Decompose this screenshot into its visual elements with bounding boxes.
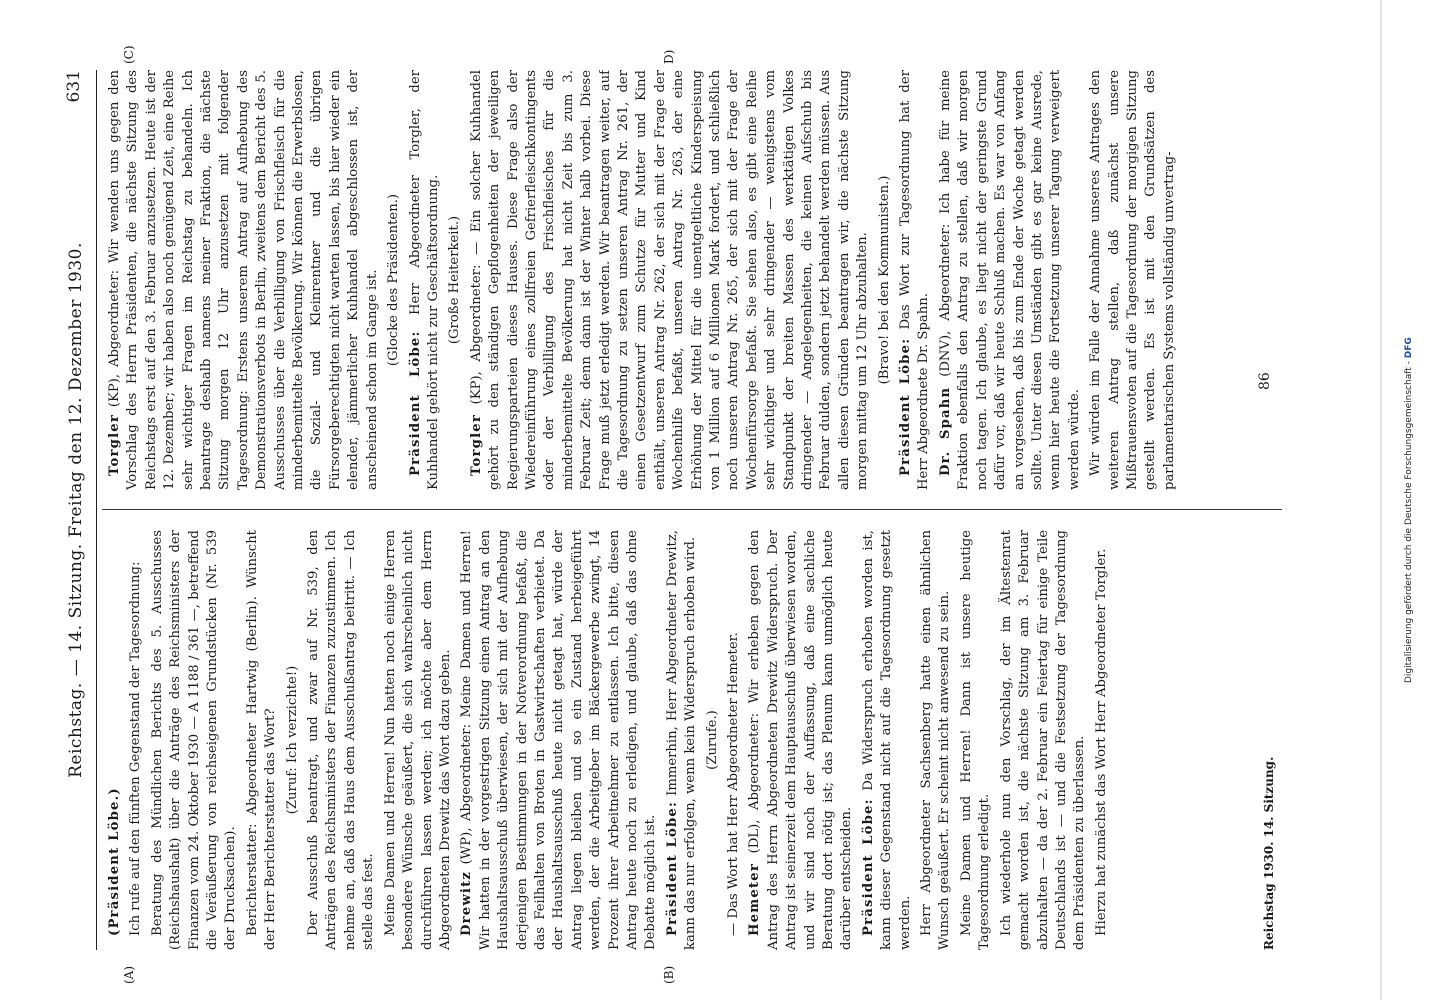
paragraph (385, 70, 403, 490)
speaker-name: Torgler (468, 413, 484, 476)
paragraph (897, 70, 934, 490)
footer-left: Reichstag 1930. 14. Sitzung. (1262, 756, 1276, 950)
paragraph (458, 530, 660, 950)
paragraph (382, 530, 456, 950)
paragraph (725, 530, 743, 950)
paragraph-text: (DL), Abgeordneter: Wir erheben gegen den Antrag des Herrn Abgeordneten Drewitz Widerspruch. Der Antrag ist seinerzeit dem Hauptausschuß überwiesen worden, und wir sind noch der Auffassung, daß eine sachliche Beratung dort nötig ist; das Plenum kann unmöglich heute darüber entscheiden. (747, 530, 855, 950)
page-header (62, 70, 97, 950)
speaker-name: Drewitz (459, 870, 475, 936)
digitization-note (1404, 30, 1424, 990)
paragraph-text: Beratung des Mündlichen Berichts des 5. Ausschusses (Reichshaushalt) über die Anträge des Reichsministers der Finanzen vom 24. Oktober 1930 — A 1188 / 361 —, betreffend die Veräußerung von reichseigenen Grundstücken (Nr. 539 der Drucksachen). (149, 530, 239, 950)
paragraph-text: Wir würden im Falle der Annahme unseres Antrages den weiteren Antrag stellen, daß zunächst unsere Mißtrauensvoten auf die Tagesordnung der morgigen Sitzung gestellt werden. Es ist mit den Grundsätzen des parlamentarischen Systems vollständig unvertrag- (1088, 70, 1177, 490)
paragraph (704, 530, 722, 950)
paragraph-text: (Zurufe.) (704, 710, 720, 770)
digitization-text: Digitalisierung gefördert durch die Deutsche Forschungsgemeinschaft - (1404, 361, 1414, 683)
paragraph (149, 530, 241, 950)
margin-mark-b: (B) (662, 965, 676, 984)
speaker-name: Torgler (107, 413, 122, 476)
paragraph-text: Da Widerspruch erhoben worden ist, kann dieser Gegenstand nicht auf die Tagesordnung gesetzt werden. (860, 530, 913, 950)
column-divider (102, 509, 1282, 510)
paragraph-text: (KP), Abgeordneter: — Ein solcher Kuhhandel gehört zu den ständigen Gepflogenheiten der jeweiligen Regierungsparteien dieses Hauses. Diese Frage also der Wiedereinführung eines zollfreien Gefrierfleischkontingents oder der Verbilligung des Frischfleisches für die minderbemittelte Bevölkerung hat nicht Zeit bis zum 3. Februar Zeit; denn dann ist der Winter halb vorbei. Diese Frage muß jetzt erledigt werden. Wir beantragen weiter, auf die Tagesordnung zu setzen unseren Antrag Nr. 261, der einen Gesetzentwurf zum Schutze für Mutter und Kind enthält, unseren Antrag Nr. 262, der sich mit der Frage der Wochenhilfe befaßt, unseren Antrag Nr. 263, der eine Erhöhung der Mittel für die unentgeltliche Kinderspeisung von 1 Million auf 6 Millionen Mark fordert, und schließlich noch unseren Antrag Nr. 265, der sich mit der Frage der Wochenfürsorge befaßt. Sie sehen also, es gibt eine Reihe sehr wichtiger und sehr dringender — wenigstens vom Standpunkt der breiten Massen des werktätigen Volkes dringender — Angelegenheiten, die keinen Aufschub bis Februar dulden, sondern jetzt behandelt werden müssen. Aus allen diesen Gründen beantragen wir, die nächste Sitzung morgen mittag um 12 Uhr abzuhalten. (468, 70, 871, 490)
paragraph (244, 530, 281, 950)
paragraph (446, 70, 464, 490)
paragraph-text: Der Ausschuß beantragt, und zwar auf Nr. 539, den Anträgen des Reichsministers der Finanzen zuzustimmen. Ich nehme an, daß das Haus dem Ausschußantrag beitritt. — Ich stelle das fest. (306, 530, 377, 950)
paragraph (1087, 70, 1179, 490)
paragraph-text: Herr Abgeordneter Sachsenberg hatte einen ähnlichen Wunsch geäußert. Er scheint nicht anwesend zu sein. (919, 530, 953, 950)
page-number: 631 (64, 70, 84, 103)
document-page (62, 45, 1392, 984)
paragraph-text: Immerhin, Herr Abgeordneter Drewitz, kann das nur erfolgen, wenn kein Widerspruch erhoben wird. (664, 530, 699, 950)
paragraph-text: Das Wort zur Tagesordnung hat der Herr Abgeordnete Dr. Spahn. (898, 70, 932, 490)
margin-mark-a: (A) (122, 965, 136, 984)
signature-number: 86 (1257, 372, 1273, 390)
paragraph (746, 530, 856, 950)
paragraph-text: Ich wiederhole nun den Vorschlag, der im Ältestenrat gemacht worden ist, die nächste Sitzung am 3. Februar abzuhalten — da der 2. Februar ein Feiertag für einige Teile Deutschlands ist — und die Festsetzung der Tagesordnung dem Präsidenten zu überlassen. (998, 530, 1088, 950)
speaker-name: (Präsident Löbe.) (107, 787, 122, 936)
margin-mark-c: (C) (122, 45, 136, 64)
paragraph (305, 530, 379, 950)
left-column (106, 530, 1256, 950)
paragraph-text: (Bravo! bei den Kommunisten.) (876, 175, 892, 385)
paragraph (407, 70, 444, 490)
paragraph-text: Meine Damen und Herren! Dann ist unsere heutige Tagesordnung erledigt. (958, 530, 993, 950)
paragraph (918, 530, 955, 950)
speaker-name: Dr. Spahn (937, 386, 953, 476)
paragraph-text: Ich rufe auf den fünften Gegenstand der Tagesordnung: (128, 561, 144, 936)
paragraph-text: (KP), Abgeordneter: Wir wenden uns gegen den Vorschlag des Herrn Präsidenten, die nächste Sitzung des Reichstags erst auf den 3. Februar anzusetzen. Heute ist der 12. Dezember; wir haben also noch genügend Zeit, eine Reihe sehr wichtiger Fragen im Reichstag zu behandeln. Ich beantrage deshalb namens meiner Fraktion, die nächste Sitzung morgen 12 Uhr anzusetzen mit folgender Tagesordnung: Erstens unserem Antrag auf Aufhebung des Demonstrationsverbots in Berlin, zweitens dem Bericht des 5. Ausschusses über die Verbilligung von Frischfleisch für die minderbemittelte Bevölkerung. Wir können die Erwerbslosen, die Sozial- und Kleinrentner und die übrigen Fürsorgeberechtigten nicht warten lassen, bis hier wieder ein elender, jämmerlicher Kuhhandel abgeschlossen ist, der anscheinend schon im Gange ist. (107, 70, 380, 490)
speaker-name: Präsident Löbe: (407, 330, 423, 476)
paragraph (468, 70, 873, 490)
speaker-name: Präsident Löbe: (898, 337, 914, 476)
paragraph-text: Berichterstatter: Abgeordneter Hartwig (Berlin). Wünscht der Herr Berichterstatter das Wort? (244, 530, 279, 950)
dfg-tag: DFG (1404, 337, 1414, 359)
right-column (106, 70, 1256, 490)
paragraph (876, 70, 894, 490)
paragraph (106, 530, 124, 950)
paragraph (998, 530, 1090, 950)
speaker-name: Präsident Löbe: (860, 798, 876, 936)
paragraph (937, 70, 1084, 490)
paragraph (664, 530, 701, 950)
paragraph-text: (WP), Abgeordneter: Meine Damen und Herren! Wir hatten in der vorgestrigen Sitzung einen Antrag an den Haushaltsausschuß überwiesen, der sich mit der Aufhebung derjenigen Bestimmungen in der Notverordnung befaßt, die das Feilhalten von Broten in Gastwirtschaften verbietet. Da der Haushaltsausschuß heute nicht getagt hat, würde der Antrag liegen bleiben und so ein Zustand herbeigeführt werden, der die Arbeitgeber im Bäckergewerbe zwingt, 14 Prozent ihrer Arbeitnehmer zu entlassen. Ich bitte, diesen Antrag heute noch zu erledigen, und glaube, daß das ohne Debatte möglich ist. (459, 530, 659, 950)
paragraph (958, 530, 995, 950)
scan-edge (1380, 0, 1382, 1000)
paragraph-text: Herr Abgeordneter Torgler, der Kuhhandel gehört nicht zur Geschäftsordnung. (407, 70, 441, 490)
paragraph (1093, 530, 1111, 950)
paragraph-text: (Zuruf: Ich verzichte!) (284, 665, 300, 815)
speaker-name: Präsident Löbe: (664, 800, 680, 936)
paragraph (106, 70, 382, 490)
paragraph-text: Hierzu hat zunächst das Wort Herr Abgeordneter Torgler. (1093, 548, 1109, 936)
paragraph-text: — Das Wort hat Herr Abgeordneter Hemeter. (726, 632, 741, 936)
paragraph-text: (DNV), Abgeordneter: Ich habe für meine Fraktion ebenfalls den Antrag zu stellen, daß wir morgen noch tagen. Ich glaube, es liegt nicht der geringste Grund dafür vor, daß wir heute Schluß machen. Es war von Anfang an vorgesehen, daß bis zum Ende der Woche getagt werden sollte. Unter diesen Umständen gibt es gar keine Ausrede, wenn hier heute die Fortsetzung unserer Tagung verweigert werden würde. (937, 70, 1082, 490)
margin-mark-d: D) (662, 49, 676, 64)
speaker-name: Hemeter (747, 862, 763, 936)
paragraph (860, 530, 915, 950)
paragraph (284, 530, 302, 950)
paragraph (127, 530, 145, 950)
paragraph-text: (Glocke des Präsidenten.) (386, 193, 402, 367)
paragraph-text: Meine Damen und Herren! Nun hatten noch einige Herren besondere Wünsche geäußert, die sich wahrscheinlich nicht durchführen lassen werden; ich möchte aber dem Herrn Abgeordneten Drewitz das Wort dazu geben. (382, 530, 453, 950)
page-title: Reichstag. — 14. Sitzung. Freitag den 12. Dezember 1930. (66, 242, 86, 778)
paragraph-text: (Große Heiterkeit.) (447, 215, 463, 345)
